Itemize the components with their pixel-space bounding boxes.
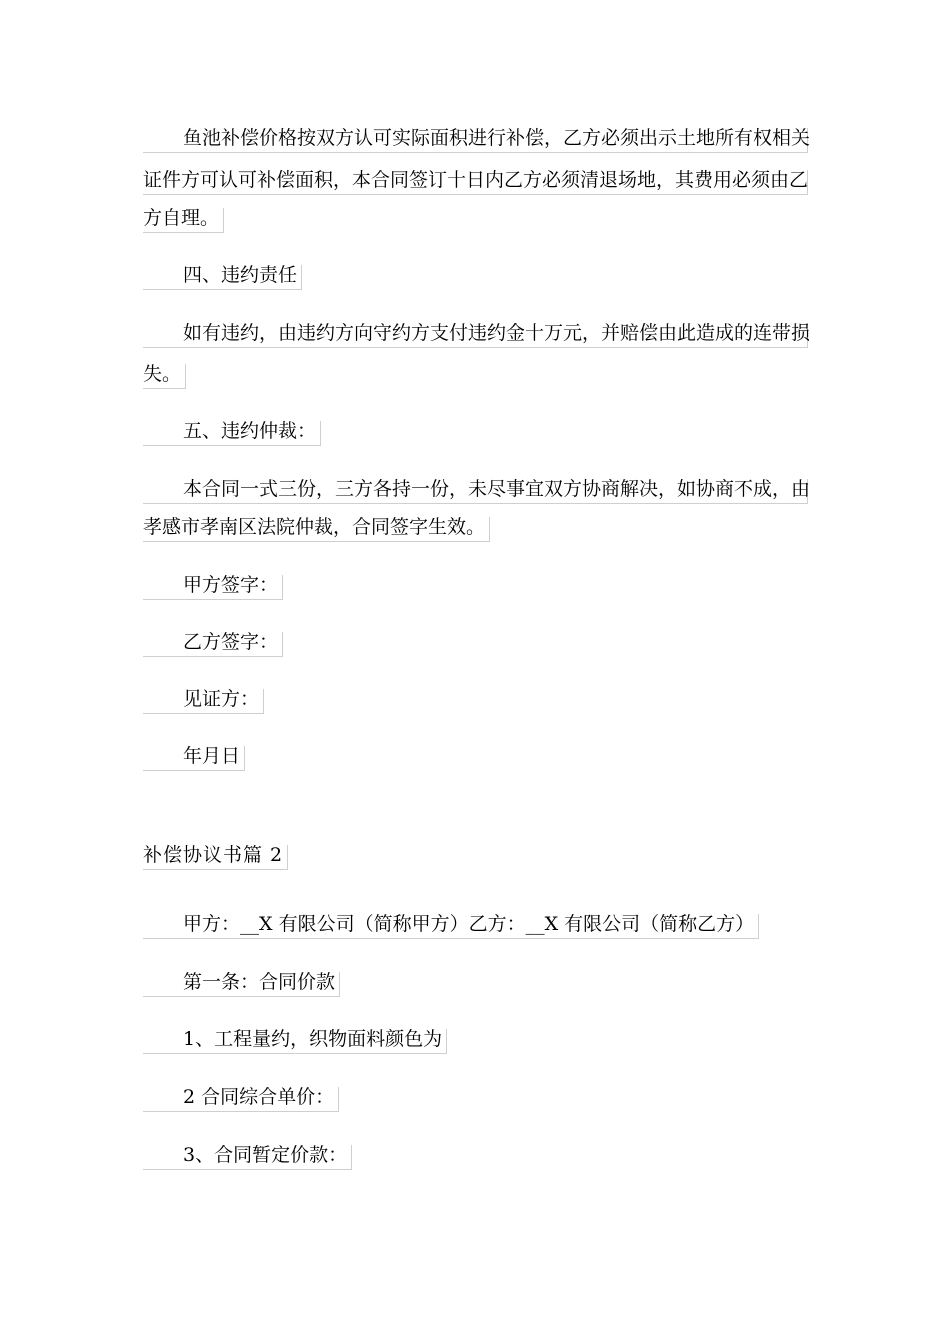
- signature-line-party-a: 甲方签字：: [143, 575, 283, 600]
- date-line: 年月日: [143, 746, 245, 771]
- paragraph-line: 失。: [143, 364, 186, 389]
- paragraph-line: 方自理。: [143, 208, 224, 233]
- paragraph-line: 鱼池补偿价格按双方认可实际面积进行补偿，乙方必须出示土地所有权相关: [143, 128, 808, 153]
- paragraph-line: 孝感市孝南区法院仲裁，合同签字生效。: [143, 517, 490, 542]
- signature-line-party-b: 乙方签字：: [143, 632, 283, 657]
- parties-line: 甲方：__X 有限公司（简称甲方）乙方：__X 有限公司（简称乙方）: [143, 914, 759, 939]
- clause-line: 1、工程量约，织物面料颜色为: [143, 1029, 447, 1054]
- clause-line: 2 合同综合单价：: [143, 1087, 339, 1112]
- section-title: 补偿协议书篇 2: [143, 845, 288, 870]
- section-heading: 五、违约仲裁：: [143, 421, 321, 446]
- paragraph-line: 如有违约，由违约方向守约方支付违约金十万元，并赔偿由此造成的连带损: [143, 323, 808, 348]
- article-heading: 第一条：合同价款: [143, 972, 340, 997]
- paragraph-line: 证件方可认可补偿面积，本合同签订十日内乙方必须清退场地，其费用必须由乙: [143, 170, 808, 195]
- section-heading: 四、违约责任: [143, 265, 302, 290]
- signature-line-witness: 见证方：: [143, 689, 264, 714]
- clause-line: 3、合同暂定价款：: [143, 1145, 352, 1170]
- paragraph-line: 本合同一式三份，三方各持一份，未尽事宜双方协商解决，如协商不成，由: [143, 479, 808, 504]
